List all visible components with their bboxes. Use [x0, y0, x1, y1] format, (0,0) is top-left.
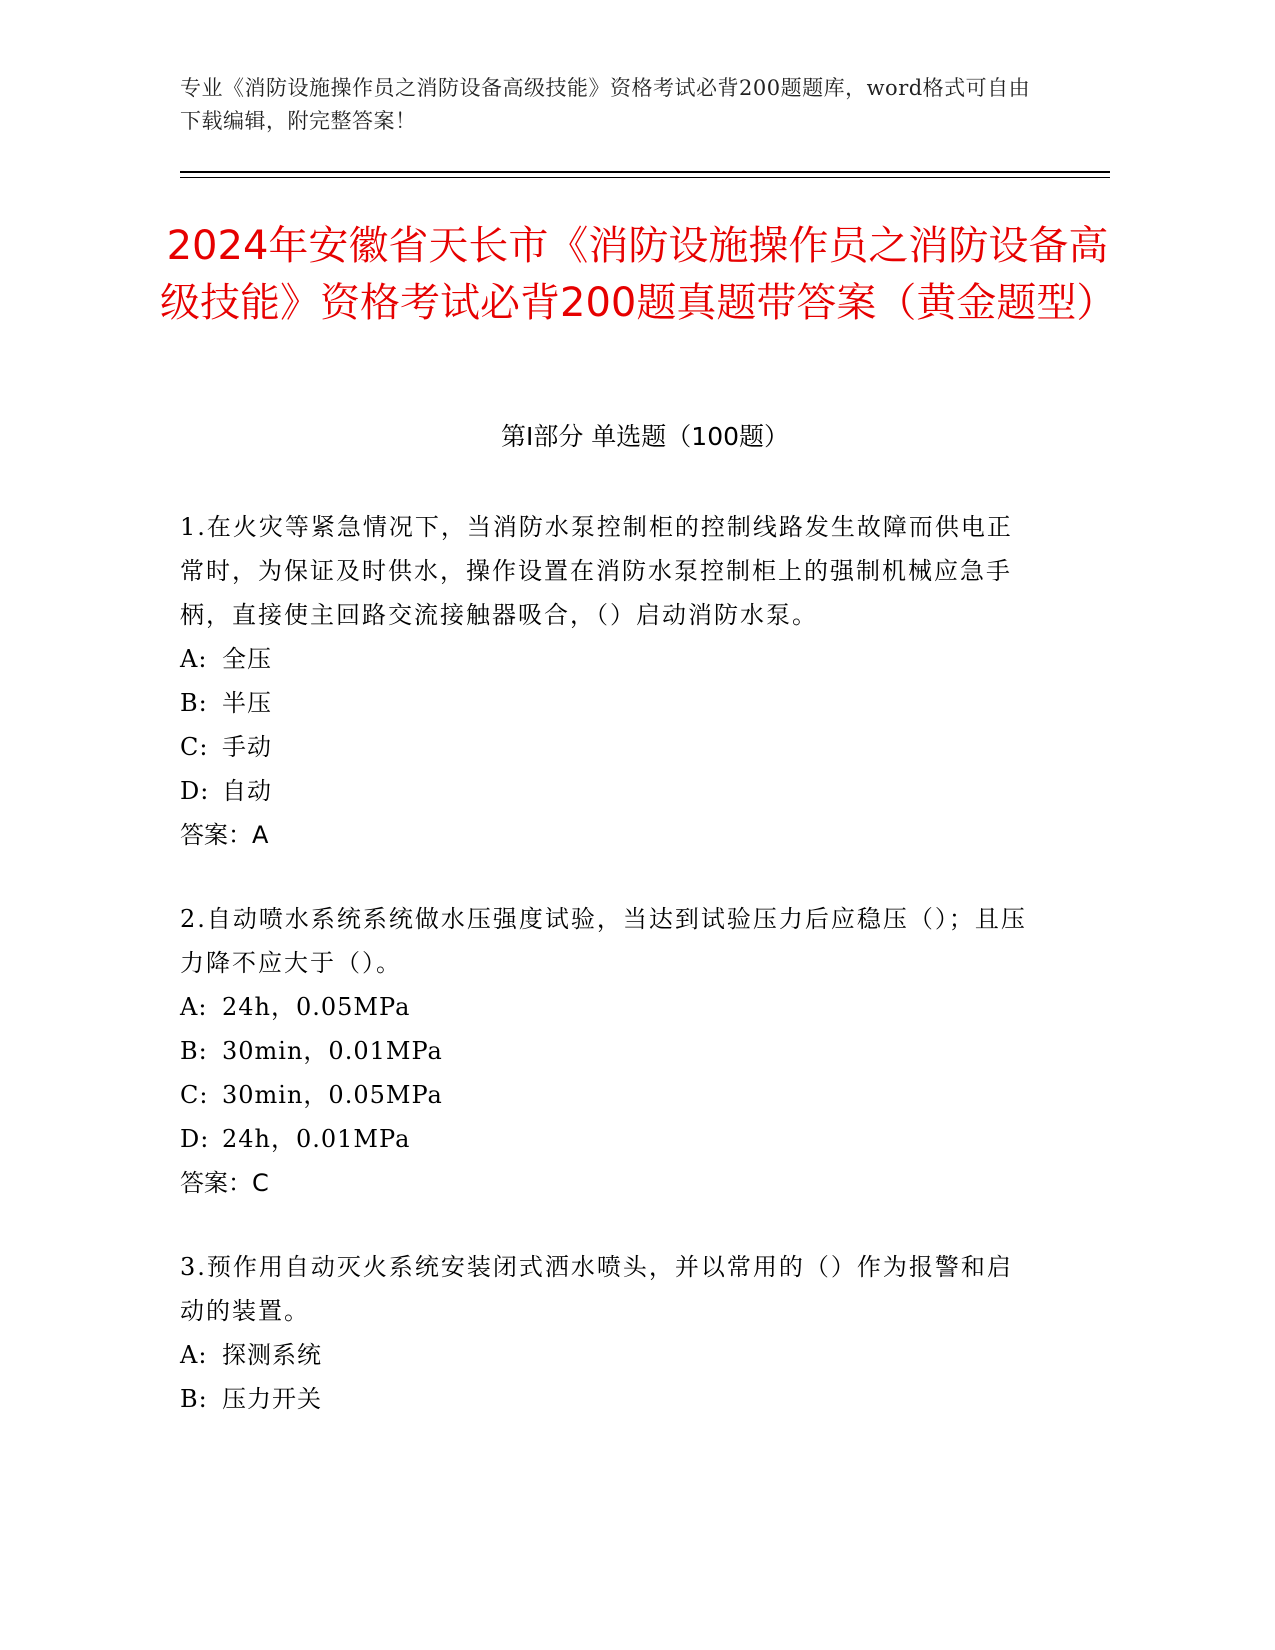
option-text: 压力开关 [222, 1385, 322, 1413]
answer-line: 答案：A [180, 821, 269, 849]
option-text: 24h，0.01MPa [222, 1125, 411, 1153]
option-d [180, 769, 1030, 813]
answer-line: 答案：C [180, 1169, 269, 1197]
document-title: 2024年安徽省天长市《消防设施操作员之消防设备高级技能》资格考试必背200题真题带答案（黄金题型） [160, 223, 1117, 326]
question-list [180, 505, 1030, 1461]
question-stem: 3.预作用自动灭火系统安装闭式洒水喷头，并以常用的（）作为报警和启动的装置。 [180, 1253, 1013, 1325]
option-c [180, 1073, 1030, 1117]
option-d [180, 1117, 1030, 1161]
option-text: 半压 [222, 689, 272, 717]
question-stem: 1.在火灾等紧急情况下，当消防水泵控制柜的控制线路发生故障而供电正常时，为保证及时供水，操作设置在消防水泵控制柜上的强制机械应急手柄，直接使主回路交流接触器吸合，（）启动消防水泵。 [180, 513, 1013, 629]
option-text: 全压 [222, 645, 272, 673]
option-text: 24h，0.05MPa [222, 993, 411, 1021]
option-key: D: [180, 1125, 210, 1153]
question-2 [180, 897, 1030, 1205]
section-heading: 第I部分 单选题（100题） [500, 422, 790, 451]
question-stem: 2.自动喷水系统系统做水压强度试验，当达到试验压力后应稳压（）；且压力降不应大于（）。 [180, 905, 1027, 977]
question-1 [180, 505, 1030, 857]
option-b [180, 681, 1030, 725]
question-3 [180, 1245, 1030, 1421]
option-key: B: [180, 1037, 208, 1065]
header-rule-thin [180, 177, 1110, 178]
option-key: B: [180, 1385, 208, 1413]
option-key: D: [180, 777, 210, 805]
option-a [180, 1333, 1030, 1377]
option-b [180, 1377, 1030, 1421]
option-text: 手动 [222, 733, 272, 761]
option-key: C: [180, 733, 209, 761]
option-b [180, 1029, 1030, 1073]
option-key: A: [180, 993, 208, 1021]
option-key: B: [180, 689, 208, 717]
option-a [180, 985, 1030, 1029]
option-key: A: [180, 645, 208, 673]
option-key: A: [180, 1341, 208, 1369]
option-text: 30min，0.01MPa [222, 1037, 443, 1065]
option-text: 自动 [222, 777, 272, 805]
header-rule-thick [180, 171, 1110, 173]
option-key: C: [180, 1081, 209, 1109]
option-text: 探测系统 [222, 1341, 322, 1369]
option-c [180, 725, 1030, 769]
header-note: 专业《消防设施操作员之消防设备高级技能》资格考试必背200题题库，word格式可自由下载编辑，附完整答案！ [180, 76, 1031, 133]
option-text: 30min，0.05MPa [222, 1081, 443, 1109]
option-a [180, 637, 1030, 681]
